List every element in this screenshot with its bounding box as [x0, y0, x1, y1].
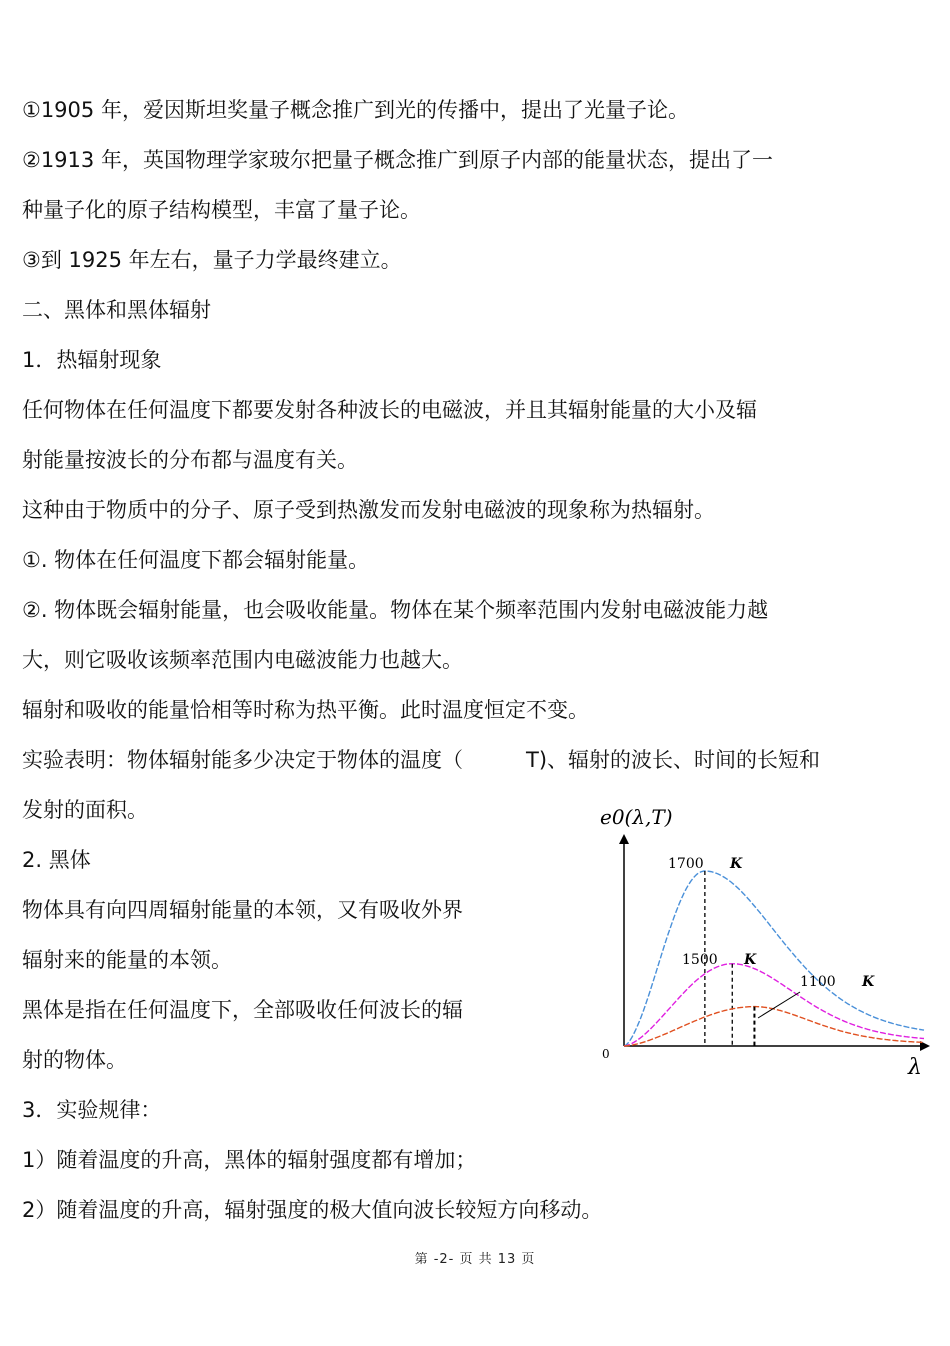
- text-line: 这种由于物质中的分子、原子受到热激发而发射电磁波的现象称为热辐射。: [22, 498, 715, 522]
- text-line: 大，则它吸收该频率范围内电磁波能力也越大。: [22, 648, 463, 672]
- page-footer: 第 -2- 页 共 13 页: [414, 1252, 536, 1267]
- series-line: [624, 871, 924, 1046]
- text-line: 射能量按波长的分布都与温度有关。: [22, 448, 358, 472]
- chart-series-labels: [668, 856, 875, 1018]
- chart-ylabel: e0(λ,T): [600, 805, 673, 829]
- text-line: 3．实验规律：: [22, 1098, 162, 1122]
- text-line: 二、黑体和黑体辐射: [22, 298, 211, 322]
- text-line: 1．热辐射现象: [22, 348, 162, 372]
- text-line: 黑体是指在任何温度下，全部吸收任何波长的辐: [22, 998, 463, 1022]
- text-line: 物体具有向四周辐射能量的本领，又有吸收外界: [22, 898, 463, 922]
- text-line: ②1913 年，英国物理学家玻尔把量子概念推广到原子内部的能量状态，提出了一: [22, 148, 773, 172]
- text-line: 2. 黑体: [22, 848, 91, 872]
- text-line: 种量子化的原子结构模型，丰富了量子论。: [22, 198, 421, 222]
- text-line: 实验表明：物体辐射能多少决定于物体的温度（ T)、辐射的波长、时间的长短和: [22, 748, 821, 772]
- chart-curves: [624, 871, 924, 1046]
- text-line: ②. 物体既会辐射能量，也会吸收能量。物体在某个频率范围内发射电磁波能力越: [22, 598, 769, 622]
- text-line: ①1905 年，爱因斯坦奖量子概念推广到光的传播中，提出了光量子论。: [22, 98, 689, 122]
- text-line: 任何物体在任何温度下都要发射各种波长的电磁波，并且其辐射能量的大小及辐: [22, 398, 757, 422]
- text-line: 1）随着温度的升高，黑体的辐射强度都有增加；: [22, 1148, 477, 1172]
- series-label-number: 1500: [682, 952, 718, 968]
- blackbody-radiation-chart: [590, 796, 940, 1086]
- text-line: 2）随着温度的升高，辐射强度的极大值向波长较短方向移动。: [22, 1198, 603, 1222]
- text-line: ③到 1925 年左右，量子力学最终建立。: [22, 248, 402, 272]
- text-line: ①. 物体在任何温度下都会辐射能量。: [22, 548, 370, 572]
- text-line: 辐射来的能量的本领。: [22, 948, 232, 972]
- text-line: 发射的面积。: [22, 798, 148, 822]
- text-line: 辐射和吸收的能量恰相等时称为热平衡。此时温度恒定不变。: [22, 698, 589, 722]
- series-line: [624, 1007, 924, 1046]
- series-label-unit: K: [744, 952, 757, 968]
- chart-xlabel: λ: [908, 1055, 922, 1080]
- series-label-unit: K: [862, 974, 875, 990]
- chart-origin-label: 0: [602, 1047, 610, 1061]
- text-line: 射的物体。: [22, 1048, 127, 1072]
- series-label-unit: K: [730, 856, 743, 872]
- y-axis-arrow: [619, 834, 629, 844]
- series-line: [624, 964, 924, 1046]
- series-label-number: 1700: [668, 856, 704, 872]
- series-label-number: 1100: [800, 974, 836, 990]
